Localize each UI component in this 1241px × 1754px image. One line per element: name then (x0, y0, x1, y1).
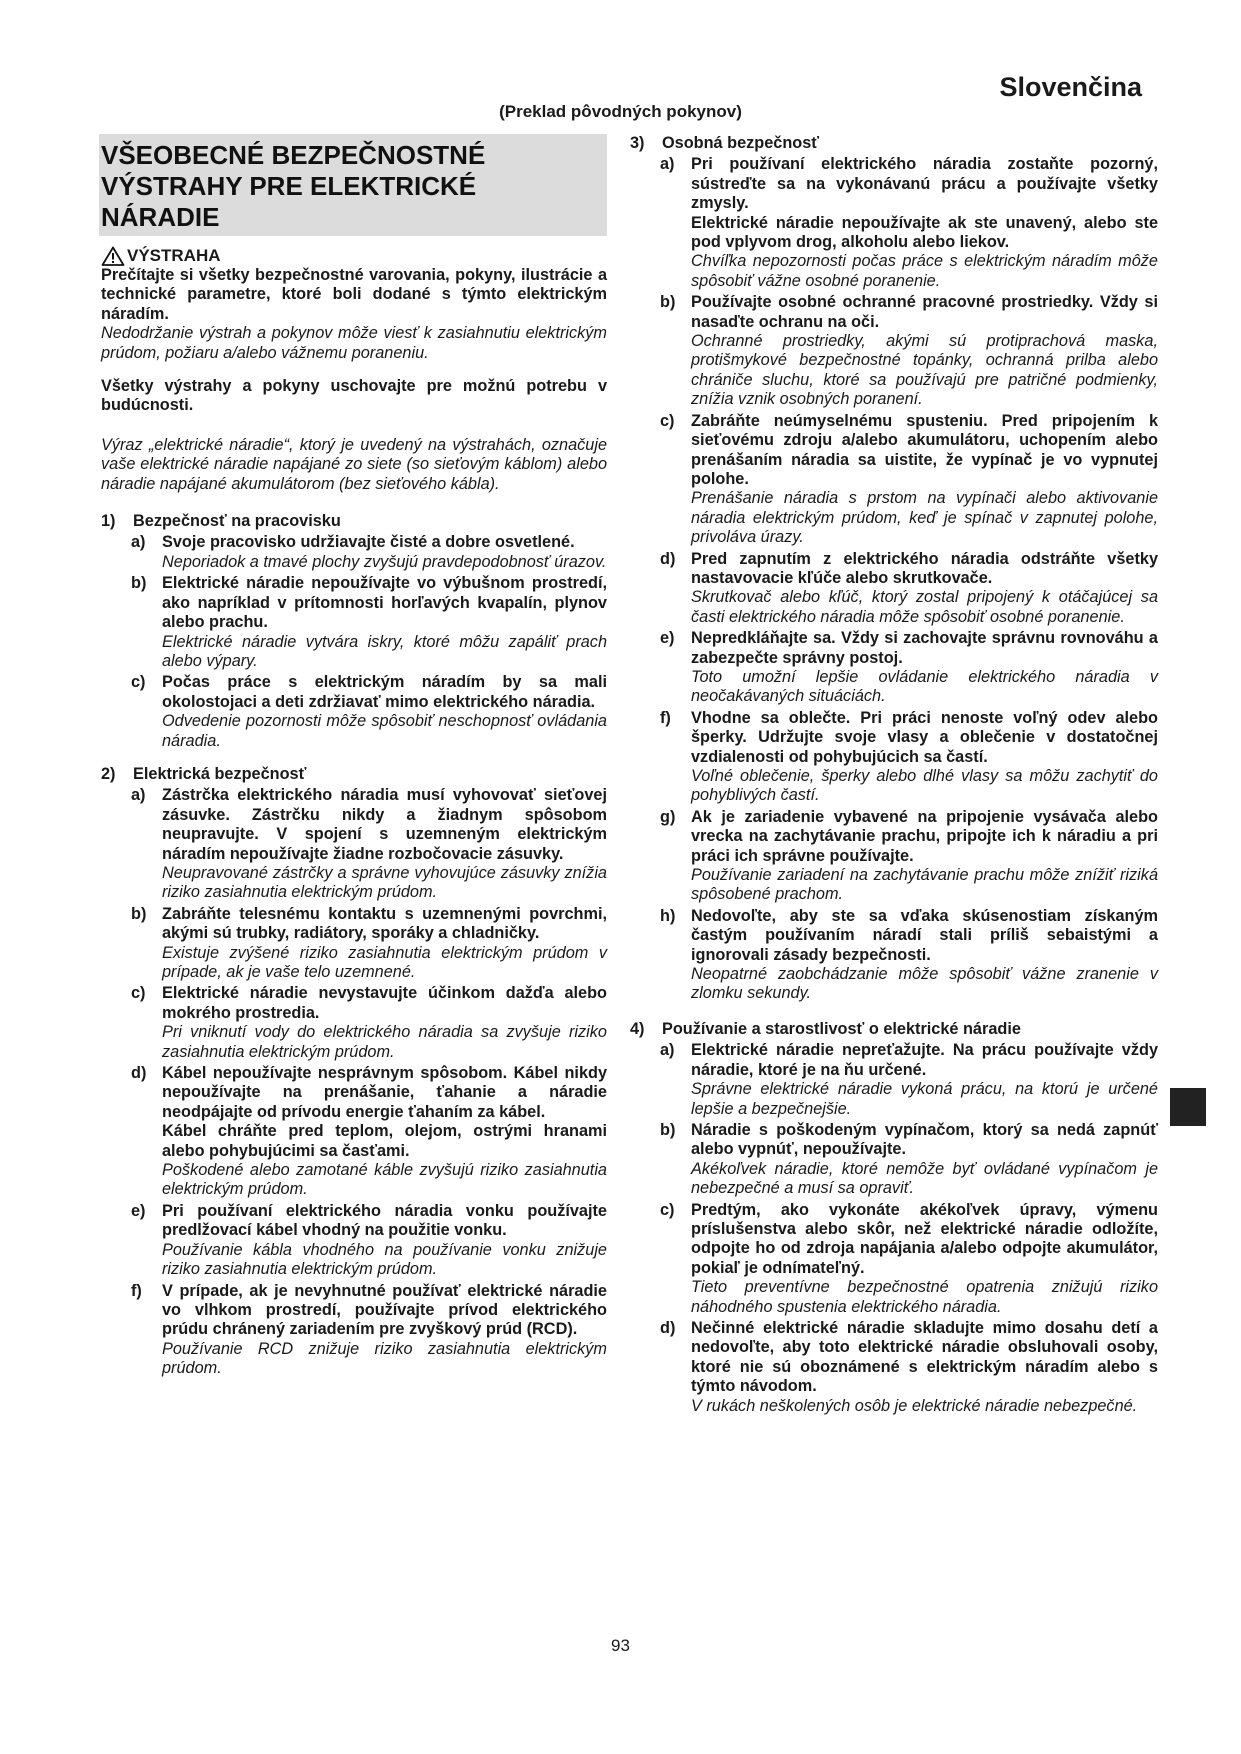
warning-italic-text: Nedodržanie výstrah a pokynov môže viesť k zasiahnutiu elektrickým prúdom, požiaru a/alebo vážnemu poraneniu. (101, 324, 607, 362)
title-line-1: VŠEOBECNÉ BEZPEČNOSTNÉ (101, 140, 486, 170)
list-item: c) Predtým, ako vykonáte akékoľvek úpravy, výmenu príslušenstva alebo skôr, než elektrické náradie odložíte, odpojte ho od zdroja napájania a/alebo odpojte akumulátor, pokiaľ je odnímateľný. Tieto preventívne bezpečnostné opatrenia znižujú riziko náhodného spustenia elektrického náradia. (660, 1200, 1158, 1316)
list-item: g) Ak je zariadenie vybavené na pripojenie vysávača alebo vrecka na zachytávanie prachu, pripojte ich k náradiu a pri práci ich správne používajte. Používanie zariadení na zachytávanie prachu môže znížiť riziká spôsobené prachom. (660, 807, 1158, 904)
power-tool-definition: Výraz „elektrické náradie“, ktorý je uvedený na výstrahách, označuje vaše elektrické náradie napájané zo siete (so sieťovým káblom) alebo náradie napájané akumulátorom (bez sieťového kábla). (101, 435, 607, 493)
warning-label: VÝSTRAHA (127, 246, 221, 266)
right-column (630, 134, 1158, 1416)
left-column (101, 134, 607, 1379)
list-item: a) Zástrčka elektrického náradia musí vyhovovať sieťovej zásuvke. Zástrčku nikdy a žiadnym spôsobom neupravujte. V spojení s uzemneným elektrickým náradím nepoužívajte žiadne rozbočovacie zásuvky. Neupravované zástrčky a správne vyhovujúce zásuvky znížia riziko zasiahnutia elektrickým prúdom. (131, 786, 607, 902)
list-item: c) Elektrické náradie nevystavujte účinkom dažďa alebo mokrého prostredia. Pri vniknutí vody do elektrického náradia sa zvyšuje riziko zasiahnutia elektrickým prúdom. (131, 984, 607, 1061)
page-number: 93 (611, 1636, 630, 1655)
language-tab-marker (1170, 1088, 1206, 1126)
title-line-2: VÝSTRAHY PRE ELEKTRICKÉ (101, 171, 477, 201)
section-1-heading: 1) Bezpečnosť na pracovisku (101, 512, 341, 531)
list-item: a) Pri používaní elektrického náradia zostaňte pozorný, sústreďte sa na vykonávanú prácu a používajte všetky zmysly. Elektrické náradie nepoužívajte ak ste unavený, alebo ste pod vplyvom drog, alkoholu alebo liekov. Chvíľka nepozornosti počas práce s elektrickým náradím môže spôsobiť vážne osobné poranenie. (660, 155, 1158, 290)
section-2-heading: 2) Elektrická bezpečnosť (101, 764, 307, 783)
title-line-3: NÁRADIE (101, 202, 220, 232)
list-item: a) Elektrické náradie nepreťažujte. Na prácu používajte vždy náradie, ktoré je na ňu určené. Správne elektrické náradie vykoná prácu, na ktorú je určené lepšie a bezpečnejšie. (660, 1041, 1158, 1118)
list-item: e) Pri používaní elektrického náradia vonku používajte predlžovací kábel vhodný na použitie vonku. Používanie kábla vhodného na používanie vonku znižuje riziko zasiahnutia elektrickým prúdom. (131, 1201, 607, 1279)
list-item: a) Svoje pracovisko udržiavajte čisté a dobre osvetlené. Neporiadok a tmavé plochy zvyšujú pravdepodobnosť úrazov. (131, 533, 607, 571)
language-label: Slovenčina (999, 72, 1142, 102)
warning-keep-text: Všetky výstrahy a pokyny uschovajte pre možnú potrebu v budúcnosti. (101, 377, 607, 415)
list-item: b) Používajte osobné ochranné pracovné prostriedky. Vždy si nasaďte ochranu na oči. Ochranné prostriedky, akými sú protiprachová maska, protišmykové bezpečnostné topánky, ochranná prilba alebo chrániče sluchu, ktoré sa používajú pre patričné podmienky, znížia vznik osobných poranení. (660, 293, 1158, 409)
list-item: f) V prípade, ak je nevyhnutné používať elektrické náradie vo vlhkom prostredí, používajte prívod elektrického prúdu chránený zariadením pre zvyškový prúd (RCD). Používanie RCD znižuje riziko zasiahnutia elektrickým prúdom. (131, 1281, 607, 1378)
list-item: b) Elektrické náradie nepoužívajte vo výbušnom prostredí, ako napríklad v prítomnosti horľavých kvapalín, plynov alebo prachu. Elektrické náradie vytvára iskry, ktoré môžu zapáliť prach alebo výpary. (131, 574, 607, 670)
list-item: d) Pred zapnutím z elektrického náradia odstráňte všetky nastavovacie kľúče alebo skrutkovače. Skrutkovač alebo kľúč, ktorý zostal pripojený k otáčajúcej sa časti elektrického náradia môže spôsobiť osobné poranenie. (660, 549, 1158, 626)
warning-triangle-icon (101, 246, 125, 266)
list-item: c) Počas práce s elektrickým náradím by sa mali okolostojaci a deti zdržiavať mimo elektrického náradia. Odvedenie pozornosti môže spôsobiť neschopnosť ovládania náradia. (131, 673, 607, 750)
section-title-box (99, 134, 607, 236)
list-item: d) Kábel nepoužívajte nesprávnym spôsobom. Kábel nikdy nepoužívajte na prenášanie, ťahanie a náradie neodpájajte od prívodu energie ťahaním za kábel. Kábel chráňte pred teplom, olejom, ostrými hranami alebo pohybujúcimi sa časťami. Poškodené alebo zamotané káble zvyšujú riziko zasiahnutia elektrickým prúdom. (131, 1064, 607, 1199)
list-item: f) Vhodne sa oblečte. Pri práci nenoste voľný odev alebo šperky. Udržujte svoje vlasy a oblečenie v dostatočnej vzdialenosti od pohybujúcich sa častí. Voľné oblečenie, šperky alebo dlhé vlasy sa môžu zachytiť do pohyblivých častí. (660, 708, 1158, 805)
warning-bold-text: Prečítajte si všetky bezpečnostné varovania, pokyny, ilustrácie a technické parametre, ktoré boli dodané s týmto elektrickým náradím. (101, 266, 607, 323)
list-item: e) Nepredkláňajte sa. Vždy si zachovajte správnu rovnováhu a zabezpečte správny postoj. Toto umožní lepšie ovládanie elektrického náradia v neočakávaných situáciách. (660, 629, 1158, 706)
list-item: d) Nečinné elektrické náradie skladujte mimo dosahu detí a nedovoľte, aby toto elektrické náradie obsluhovali osoby, ktoré nie sú oboznámené s elektrickým náradím alebo s týmto návodom. V rukách neškolených osôb je elektrické náradie nebezpečné. (660, 1318, 1158, 1415)
list-item: c) Zabráňte neúmyselnému spusteniu. Pred pripojením k sieťovému zdroju a/alebo akumulátoru, uchopením alebo prenášaním náradia sa uistite, že vypínač je vo vypnutej polohe. Prenášanie náradia s prstom na vypínači alebo aktivovanie náradia elektrickým prúdom, keď je spínač v zapnutej polohe, privoláva úrazy. (660, 411, 1158, 547)
list-item: b) Zabráňte telesnému kontaktu s uzemnenými povrchmi, akými sú trubky, radiátory, sporáky a chladničky. Existuje zvýšené riziko zasiahnutia elektrickým prúdom v prípade, ak je vaše telo uzemnené. (131, 904, 607, 981)
section-3-heading: 3) Osobná bezpečnosť (630, 134, 820, 152)
translation-subtitle: (Preklad pôvodných pokynov) (499, 102, 742, 121)
warning-heading (101, 246, 607, 266)
section-4-heading: 4) Používanie a starostlivosť o elektrické náradie (630, 1019, 1021, 1038)
list-item: b) Náradie s poškodeným vypínačom, ktorý sa nedá zapnúť alebo vypnúť, nepoužívajte. Akékoľvek náradie, ktoré nemôže byť ovládané vypínačom je nebezpečné a musí sa opraviť. (660, 1120, 1158, 1198)
list-item: h) Nedovoľte, aby ste sa vďaka skúsenostiam získaným častým používaním náradí stali príliš sebaistými a ignorovali zásady bezpečnosti. Neopatrné zaobchádzanie môže spôsobiť vážne zranenie v zlomku sekundy. (660, 906, 1158, 1003)
